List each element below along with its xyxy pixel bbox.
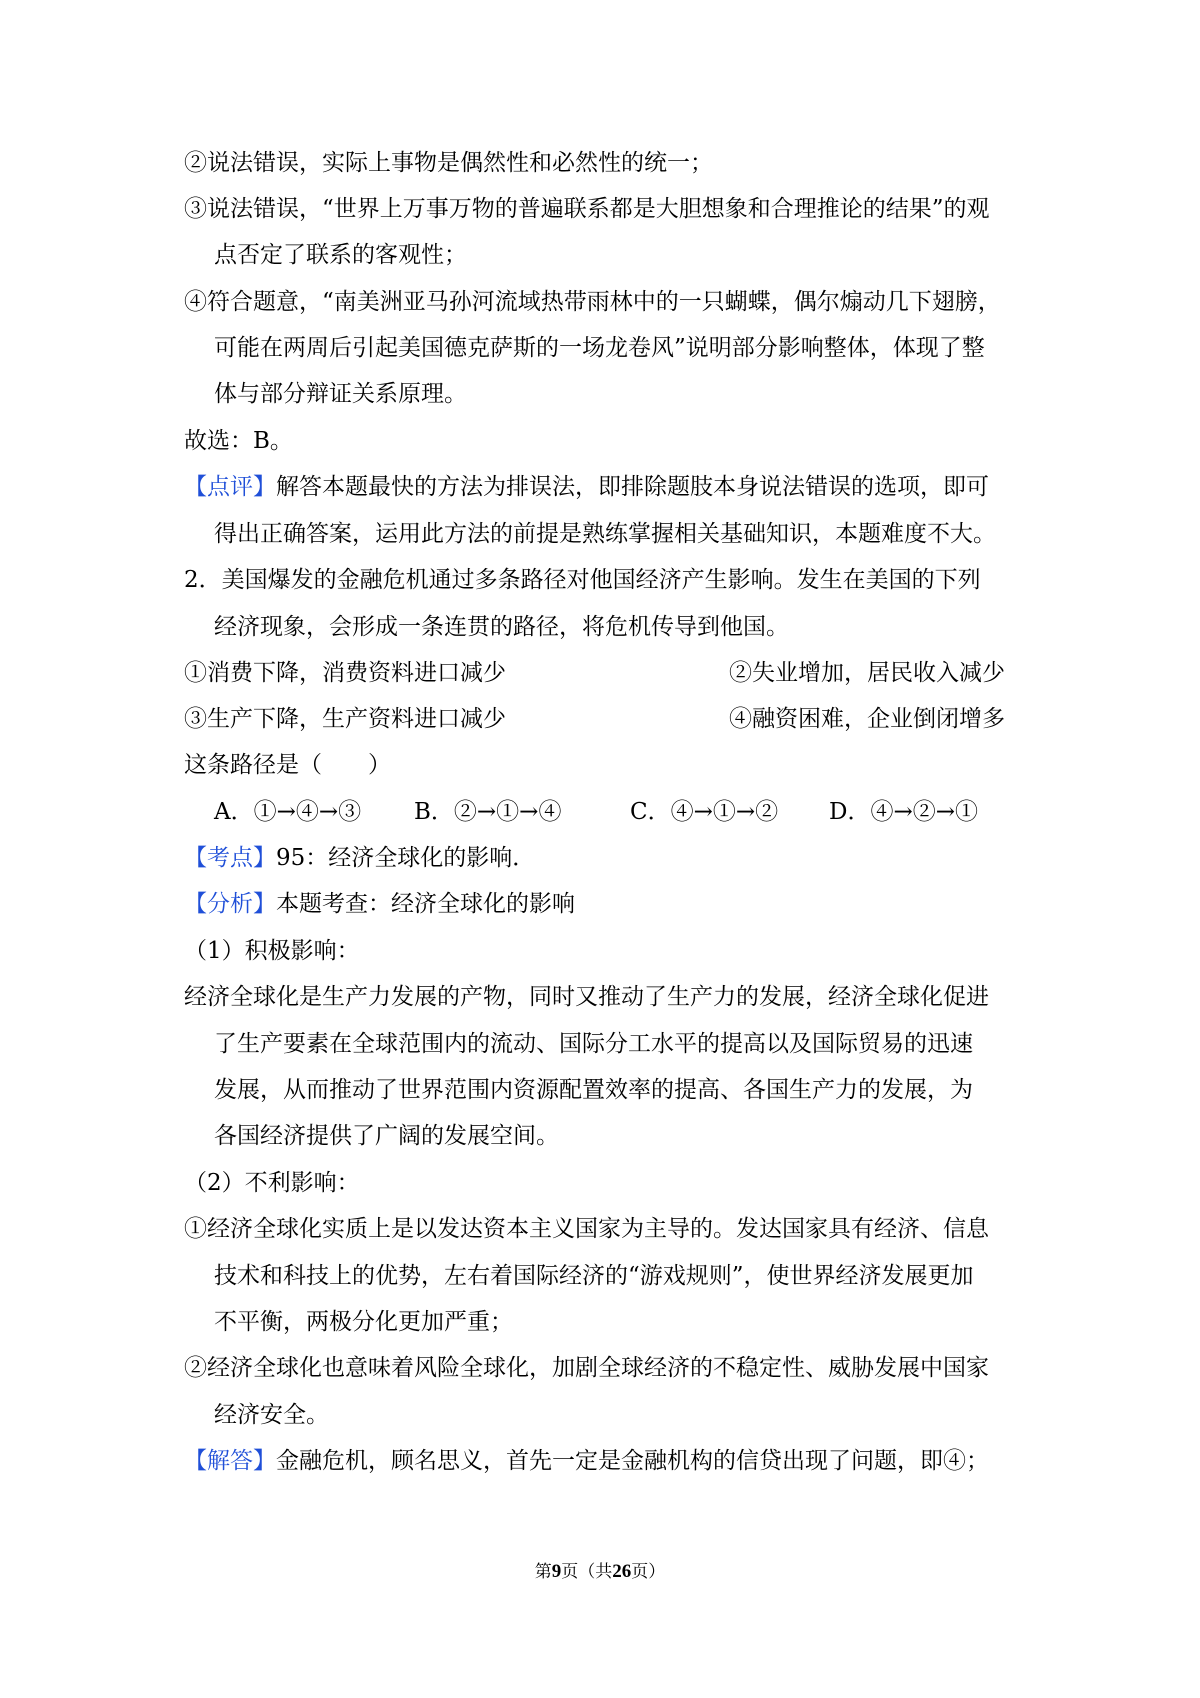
footer-suffix: 页） bbox=[631, 1562, 666, 1582]
option-a: A．①→④→③ bbox=[214, 799, 362, 825]
option-c: C．④→①→② bbox=[630, 799, 779, 825]
comment-line bbox=[184, 472, 989, 502]
comment-text: 解答本题最快的方法为排误法，即排除题肢本身说法错误的选项，即可 bbox=[276, 474, 989, 500]
comment-tag: 【点评】 bbox=[184, 474, 276, 500]
paragraph-line: 各国经济提供了广阔的发展空间。 bbox=[214, 1123, 559, 1149]
question-item-2: ②失业增加，居民收入减少 bbox=[729, 660, 1005, 686]
footer-total-pages: 26 bbox=[612, 1561, 632, 1582]
analysis-tag: 【分析】 bbox=[184, 891, 276, 917]
question-item-1: ①消费下降，消费资料进口减少 bbox=[184, 660, 506, 686]
question-stem: 这条路径是（ ） bbox=[184, 752, 391, 778]
page-footer bbox=[0, 1560, 1200, 1584]
answer-line bbox=[184, 1446, 989, 1476]
paragraph-line: 可能在两周后引起美国德克萨斯的一场龙卷风”说明部分影响整体，体现了整 bbox=[214, 335, 985, 361]
footer-middle: 页（共 bbox=[561, 1562, 613, 1582]
answer-tag: 【解答】 bbox=[184, 1448, 276, 1474]
options-row bbox=[184, 797, 1026, 827]
paragraph-line: 点否定了联系的客观性； bbox=[214, 242, 467, 268]
question-items-row bbox=[184, 704, 1026, 734]
paragraph-line: 体与部分辩证关系原理。 bbox=[214, 381, 467, 407]
kaodian-tag: 【考点】 bbox=[184, 845, 276, 871]
paragraph-line: ②经济全球化也意味着风险全球化，加剧全球经济的不稳定性、威胁发展中国家 bbox=[184, 1355, 989, 1381]
paragraph-line: 不平衡，两极分化更加严重； bbox=[214, 1309, 513, 1335]
option-b: B．②→①→④ bbox=[414, 799, 562, 825]
paragraph-line: 发展，从而推动了世界范围内资源配置效率的提高、各国生产力的发展，为 bbox=[214, 1077, 973, 1103]
question-line: 2．美国爆发的金融危机通过多条路径对他国经济产生影响。发生在美国的下列 bbox=[184, 567, 981, 593]
answer-choice-line: 故选：B。 bbox=[184, 428, 293, 454]
analysis-text: 本题考查：经济全球化的影响 bbox=[276, 891, 575, 917]
option-d: D．④→②→① bbox=[829, 799, 978, 825]
question-item-4: ④融资困难，企业倒闭增多 bbox=[729, 706, 1005, 732]
paragraph-line: 经济全球化是生产力发展的产物，同时又推动了生产力的发展，经济全球化促进 bbox=[184, 984, 989, 1010]
analysis-heading: （1）积极影响： bbox=[184, 938, 360, 964]
paragraph-line: 经济安全。 bbox=[214, 1402, 329, 1428]
kaodian-line bbox=[184, 843, 535, 873]
comment-line: 得出正确答案，运用此方法的前提是熟练掌握相关基础知识，本题难度不大。 bbox=[214, 521, 996, 547]
question-line: 经济现象，会形成一条连贯的路径，将危机传导到他国。 bbox=[214, 614, 789, 640]
paragraph-line: ③说法错误，“世界上万事万物的普遍联系都是大胆想象和合理推论的结果”的观 bbox=[184, 196, 990, 222]
footer-page-number: 9 bbox=[551, 1561, 562, 1582]
kaodian-text: 95：经济全球化的影响． bbox=[276, 845, 536, 871]
question-items-row bbox=[184, 658, 1026, 688]
paragraph-line: ④符合题意，“南美洲亚马孙河流域热带雨林中的一只蝴蝶，偶尔煽动几下翅膀， bbox=[184, 289, 1001, 315]
analysis-line bbox=[184, 889, 575, 919]
paragraph-line: ②说法错误，实际上事物是偶然性和必然性的统一； bbox=[184, 150, 713, 176]
footer-prefix: 第 bbox=[534, 1562, 552, 1582]
paragraph-line: 了生产要素在全球范围内的流动、国际分工水平的提高以及国际贸易的迅速 bbox=[214, 1031, 973, 1057]
analysis-heading: （2）不利影响： bbox=[184, 1170, 360, 1196]
paragraph-line: 技术和科技上的优势，左右着国际经济的“游戏规则”，使世界经济发展更加 bbox=[214, 1263, 974, 1289]
question-item-3: ③生产下降，生产资料进口减少 bbox=[184, 706, 506, 732]
paragraph-line: ①经济全球化实质上是以发达资本主义国家为主导的。发达国家具有经济、信息 bbox=[184, 1216, 989, 1242]
answer-text: 金融危机，顾名思义，首先一定是金融机构的信贷出现了问题，即④； bbox=[276, 1448, 989, 1474]
